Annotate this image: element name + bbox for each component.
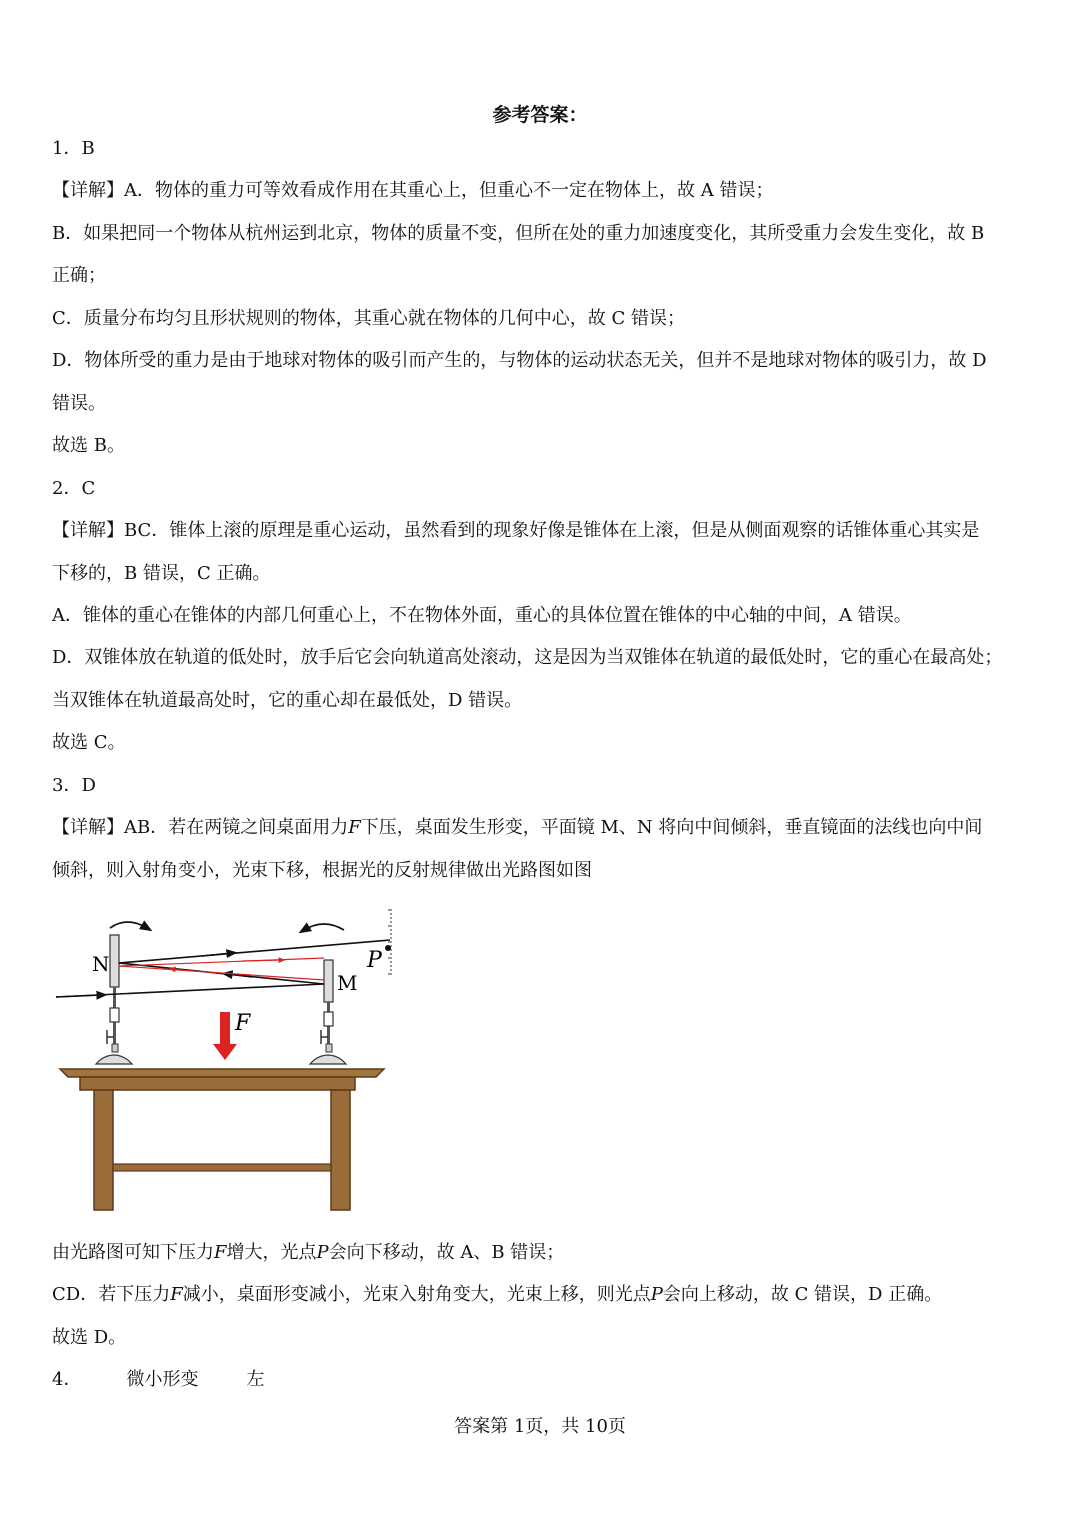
q1-explanation-line: D．物体所受的重力是由于地球对物体的吸引而产生的，与物体的运动状态无关，但并不是地球对物体的吸引力，故 D (52, 350, 987, 371)
q4-blank-1: 微小形变 (126, 1369, 199, 1390)
q3-explanation-line: 【详解】AB．若在两镜之间桌面用力F下压，桌面发生形变，平面镜 M、N 将向中间倾斜，垂直镜面的法线也向中间 (52, 817, 983, 838)
q3-analysis-line: 由光路图可知下压力F增大，光点P会向下移动，故 A、B 错误； (52, 1242, 565, 1263)
optical-lever-figure (52, 900, 392, 1215)
scale-ruler (388, 908, 392, 980)
q3-choice: 故选 D。 (52, 1327, 127, 1348)
force-symbol: F (214, 1242, 227, 1263)
force-symbol: F (170, 1284, 183, 1305)
q3-explanation-line: 倾斜，则入射角变小，光束下移，根据光的反射规律做出光路图如图 (52, 860, 592, 881)
page-title: 参考答案： (492, 104, 588, 126)
q1-explanation-line: 【详解】A．物体的重力可等效看成作用在其重心上，但重心不一定在物体上，故 A 错误； (52, 180, 774, 201)
label-f: F (235, 1011, 251, 1036)
label-n: N (92, 952, 110, 976)
q2-choice: 故选 C。 (52, 732, 126, 753)
q4-answer: 4． 微小形变 左 (52, 1369, 265, 1390)
force-symbol: F (348, 817, 361, 838)
q2-explanation-line: D．双锥体放在轨道的低处时，放手后它会向轨道高处滚动，这是因为当双锥体在轨道的最低处时，它的重心在最高处； (52, 647, 1003, 668)
force-arrow (213, 1012, 237, 1060)
q1-choice: 故选 B。 (52, 435, 125, 456)
point-symbol: P (650, 1284, 663, 1305)
label-m: M (337, 971, 358, 995)
q1-explanation-line: 正确； (52, 265, 106, 286)
q1-explanation-line: B．如果把同一个物体从杭州运到北京，物体的质量不变，但所在处的重力加速度变化，其所受重力会发生变化，故 B (52, 223, 985, 244)
q1-explanation-line: 错误。 (52, 393, 106, 414)
q3-analysis-line: CD．若下压力F减小，桌面形变减小，光束入射角变大，光束上移，则光点P会向上移动，故 C 错误，D 正确。 (52, 1284, 943, 1305)
q1-answer: 1．B (52, 138, 95, 159)
rotation-arrow-n (110, 922, 147, 928)
q2-explanation-line: A．锥体的重心在锥体的内部几何重心上，不在物体外面，重心的具体位置在锥体的中心轴的中间，A 错误。 (52, 605, 912, 626)
q2-explanation-line: 【详解】BC．锥体上滚的原理是重心运动，虽然看到的现象好像是锥体在上滚，但是从侧面观察的话锥体重心其实是 (52, 520, 980, 541)
q4-blank-2: 左 (246, 1369, 265, 1390)
page-footer: 答案第 1页，共 10页 (454, 1416, 626, 1437)
q1-explanation-line: C．质量分布均匀且形状规则的物体，其重心就在物体的几何中心，故 C 错误； (52, 308, 685, 329)
table (60, 1069, 384, 1210)
point-symbol: P (316, 1242, 329, 1263)
q2-explanation-line: 当双锥体在轨道最高处时，它的重心却在最低处，D 错误。 (52, 690, 523, 711)
rotation-arrow-m (304, 924, 344, 930)
q2-answer: 2．C (52, 478, 96, 499)
q2-explanation-line: 下移的，B 错误，C 正确。 (52, 563, 271, 584)
q3-answer: 3．D (52, 775, 96, 796)
label-p: P (367, 948, 382, 973)
